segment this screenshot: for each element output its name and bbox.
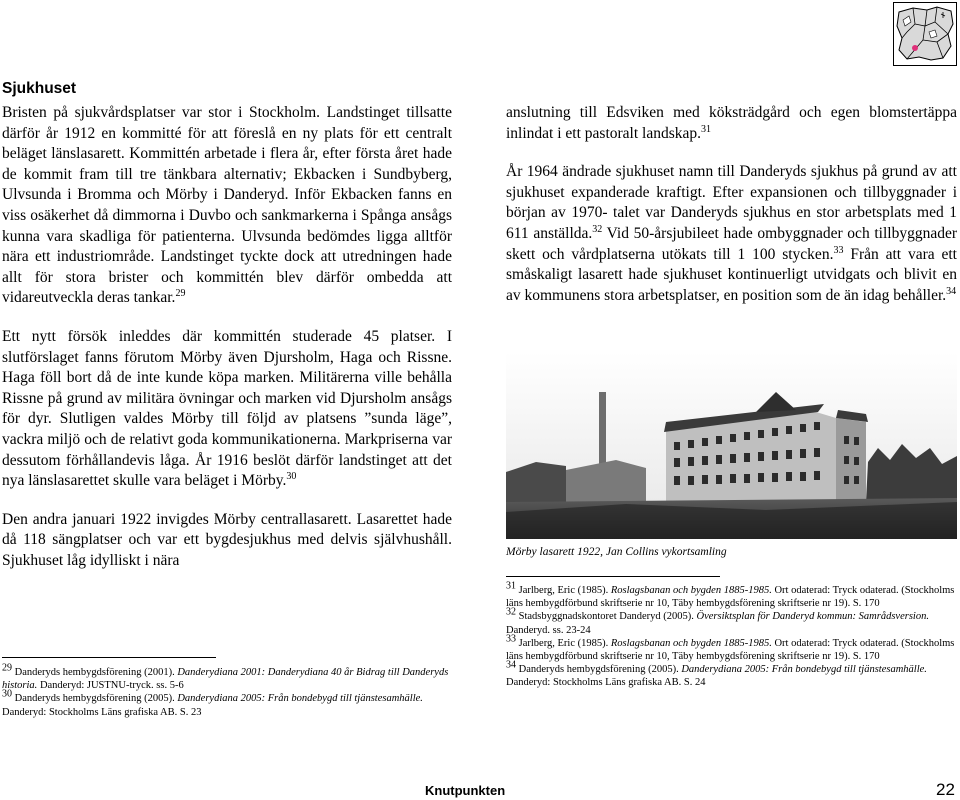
footnote-rule-left: [2, 657, 216, 658]
footnote-ref-34: 34: [946, 285, 957, 297]
section-heading: Sjukhuset: [2, 80, 77, 97]
footnote-ref-32: 32: [592, 223, 603, 235]
footnote-32: $^{32}$ Stadsbyggnadskontoret Danderyd (2005). Översiktsplan för Danderyd kommun: Samrådsversion. Danderyd. ss. 23-24: [506, 606, 929, 636]
photo-caption: Mörby lasarett 1922, Jan Collins vykortsamling: [506, 546, 727, 558]
footnote-31: $^{31}$ Jarlberg, Eric (1985). Roslagsbanan och bygden 1885-1985. Ort odaterad: Tryck odaterad. (Stockholms läns hembygdförbund skriftserie nr 10, Täby hembygdsförening skriftserie nr 19). S. 170: [506, 580, 955, 610]
footnote-33: $^{33}$ Jarlberg, Eric (1985). Roslagsbanan och bygden 1885-1985. Ort odaterad: Tryck odaterad. (Stockholms läns hembygdförbund skriftserie nr 10, Täby hembygdsförening skriftserie nr 19). S. 170: [506, 633, 955, 663]
left-column: [2, 103, 452, 571]
right-paragraph-1: anslutning till Edsviken med köksträdgård och egen blomstertäppa inlindat i ett pastoralt landskap.$^{31}$: [506, 104, 957, 142]
right-paragraph-2: År 1964 ändrade sjukhuset namn till Danderyds sjukhus på grund av att sjukhuset expanderade kraftigt. Efter expansionen och tillbyggnader i början av 1970- talet var Danderyds sjukhus en stor arbetsplats med 1 611 anställda.$^{32}$ Vid 50-årsjubileet hade ombyggnader och tillbyggnader skett och vårdplatserna utökats till 1 100 stycken.$^{33}$ Från att vara ett småskaligt lasarett hade sjukhuset kontinuerligt utvidgats och blivit en av kommunens stora arbetsplatser, en position som de än idag behåller.$^{34}$: [506, 163, 957, 304]
footnote-ref-31: 31: [701, 123, 711, 135]
hospital-photo: [506, 352, 957, 539]
page-number: 22: [936, 780, 955, 799]
left-paragraph-3: Den andra januari 1922 invigdes Mörby centrallasarett. Lasarettet hade då 118 sängplatser och var ett bygdesjukhus med delvis självhushåll. Sjukhuset låg idylliskt i nära: [2, 510, 452, 569]
footnotes-left: [2, 662, 452, 719]
footnote-29: $^{29}$ Danderyds hembygdsförening (2001). Danderydiana 2001: Danderydiana 40 år Bidrag till Danderyds historia. Danderyd: JUSTNU-tryck. ss. 5-6: [2, 662, 449, 692]
footnote-ref-29: 29: [175, 288, 186, 300]
footnote-34: $^{34}$ Danderyds hembygdsförening (2005). Danderydiana 2005: Från bondebygd till tjänstesamhälle. Danderyd: Stockholms Läns grafiska AB. S. 24: [506, 659, 927, 689]
footer-publication: Knutpunkten: [425, 783, 506, 798]
footnotes-right: [506, 580, 957, 690]
footnote-rule-right: [506, 576, 720, 577]
left-paragraph-1: Bristen på sjukvårdsplatser var stor i Stockholm. Landstinget tillsatte därför år 1912 en kommitté för att föreslå en ny plats för ett centralt beläget länslasarett. Kommittén arbetade i flera år, efter första året hade de kommit fram till tre tänkbara alternativ; Ekbacken i Sundbyberg, Ulvsunda i Bromma och Mörby i Danderyd. Inför Ekbacken fanns en viss osäkerhet då dimmorna i Duvbo och sankmarkerna i Spånga ansågs kunna vara skadliga för patienterna. Ulvsunda bedömdes ligga alltför nära ett industriområde. Landstinget tyckte dock att utredningen hade allt för stora brister och kommittén blev därför ombedda att vidareutveckla deras tankar.$^{29}$: [2, 104, 452, 307]
footnote-ref-30: 30: [286, 470, 297, 482]
left-paragraph-2: Ett nytt försök inleddes där kommittén studerade 45 platser. I slutförslaget fanns förutom Mörby även Djursholm, Haga och Rissne. Haga föll bort då de inte kunde köpa marken. Militärerna ville behålla Rissne på grund av militära övningar och marken vid Djursholm ansågs för dyr. Slutligen valdes Mörby till följd av platsens ”sunda läge”, vackra miljö och de relativt goda kommunikationerna. Markpriserna var dessutom förhållandevis låga. År 1916 beslöt därför landstinget att det nya länslasarettet skulle vara beläget i Mörby.$^{30}$: [2, 327, 452, 490]
right-column: [506, 103, 957, 306]
map-thumbnail: [893, 2, 957, 66]
footnote-30: $^{30}$ Danderyds hembygdsförening (2005). Danderydiana 2005: Från bondebygd till tjänstesamhälle. Danderyd: Stockholms Läns grafiska AB. S. 23: [2, 688, 423, 718]
footnote-ref-33: 33: [833, 244, 844, 256]
